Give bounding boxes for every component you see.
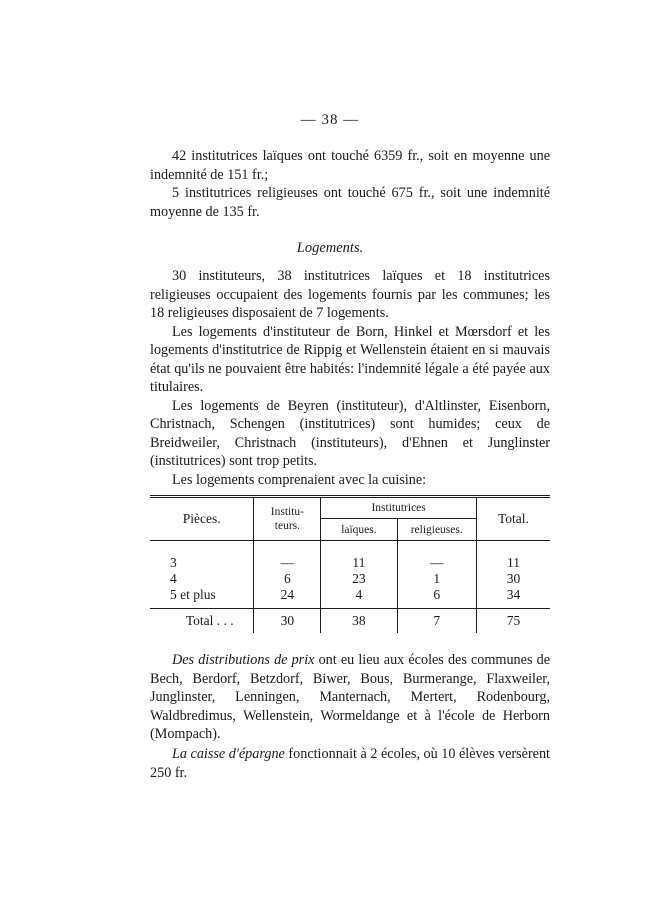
header-pieces: Pièces. [150,497,254,541]
cell-religieuses: — [397,555,476,571]
intro-block [150,147,550,221]
distributions-lead: Des distributions de prix [172,652,315,668]
cell-total: 34 [476,587,550,603]
cell-instituteurs: — [254,555,321,571]
cell-pieces: 4 [170,570,177,586]
paragraph-table-intro: Les logements comprenaient avec la cuisine: [172,471,427,488]
page-number: — 38 — [300,112,360,128]
intro-line-lay: 42 institutrices laïques ont touché 6359 fr., soit en moyenne une indemnité de 151 fr.; [150,148,550,183]
section-heading-logements: Logements. [296,240,364,256]
header-religieuses: religieuses. [397,519,476,541]
table-row [150,587,550,603]
cell-pieces: 3 [170,554,177,570]
distributions-rest: ont eu lieu aux écoles des communes de Bech, Berdorf, Betzdorf, Biwer, Bous, Burmerange, Flaxweiler, Junglinster, Lenningen, Manternach, Mertert, Rodenbourg, Waldbredimus, Wellenstein, Wormeldange et à l'école de Herborn (Mompach). [150,652,550,742]
total-label: Total . . . [150,609,254,634]
caisse-lead: La caisse d'épargne [172,746,285,762]
cell-pieces: 5 et plus [170,586,216,602]
caisse-block [150,745,550,782]
total-total: 75 [476,609,550,634]
cell-religieuses: 1 [397,571,476,587]
cell-total: 11 [476,555,550,571]
total-religieuses: 7 [397,609,476,634]
distributions-block [150,651,550,744]
cell-instituteurs: 24 [254,587,321,603]
header-laiques: laïques. [321,519,397,541]
table-row [150,571,550,587]
cell-laiques: 4 [321,587,397,603]
paragraph-bad-condition: Les logements d'instituteur de Born, Hinkel et Mœrsdorf et les logements d'institutrice de Rippig et Wellenstein étaient en si mauvais état qu'ils ne pouvaient être habités: l'indemnité légale a été payée aux titulaires. [150,323,550,395]
cell-laiques: 11 [321,555,397,571]
cell-instituteurs: 6 [254,571,321,587]
table-row [150,555,550,571]
intro-line-religious: 5 institutrices religieuses ont touché 675 fr., soit une indemnité moyenne de 135 fr. [150,185,550,220]
logements-text [150,267,550,489]
header-total: Total. [476,497,550,541]
total-instituteurs: 30 [254,609,321,634]
cell-laiques: 23 [321,571,397,587]
paragraph-occupancy: 30 instituteurs, 38 institutrices laïques et 18 institutrices religieuses occupaient des logements fournis par les communes; les 18 religieuses disposaient de 7 logements. [150,268,550,321]
total-laiques: 38 [321,609,397,634]
cell-religieuses: 6 [397,587,476,603]
caisse-rest: fonctionnait à 2 écoles, où 10 élèves versèrent 250 fr. [150,746,551,781]
housing-table [150,495,550,633]
header-instituteurs: Institu-teurs. [254,497,321,541]
paragraph-humid-small: Les logements de Beyren (instituteur), d'Altlinster, Eisenborn, Christnach, Schengen (institutrices) sont humides; ceux de Breidweiler, Christnach (instituteurs), d'Ehnen et Junglinster (institutrices) sont trop petits. [150,397,550,469]
paragraph-distributions [150,651,550,744]
cell-total: 30 [476,571,550,587]
paragraph-caisse [150,745,550,782]
table-total-row [150,609,550,634]
header-institutrices: Institutrices [321,497,477,519]
